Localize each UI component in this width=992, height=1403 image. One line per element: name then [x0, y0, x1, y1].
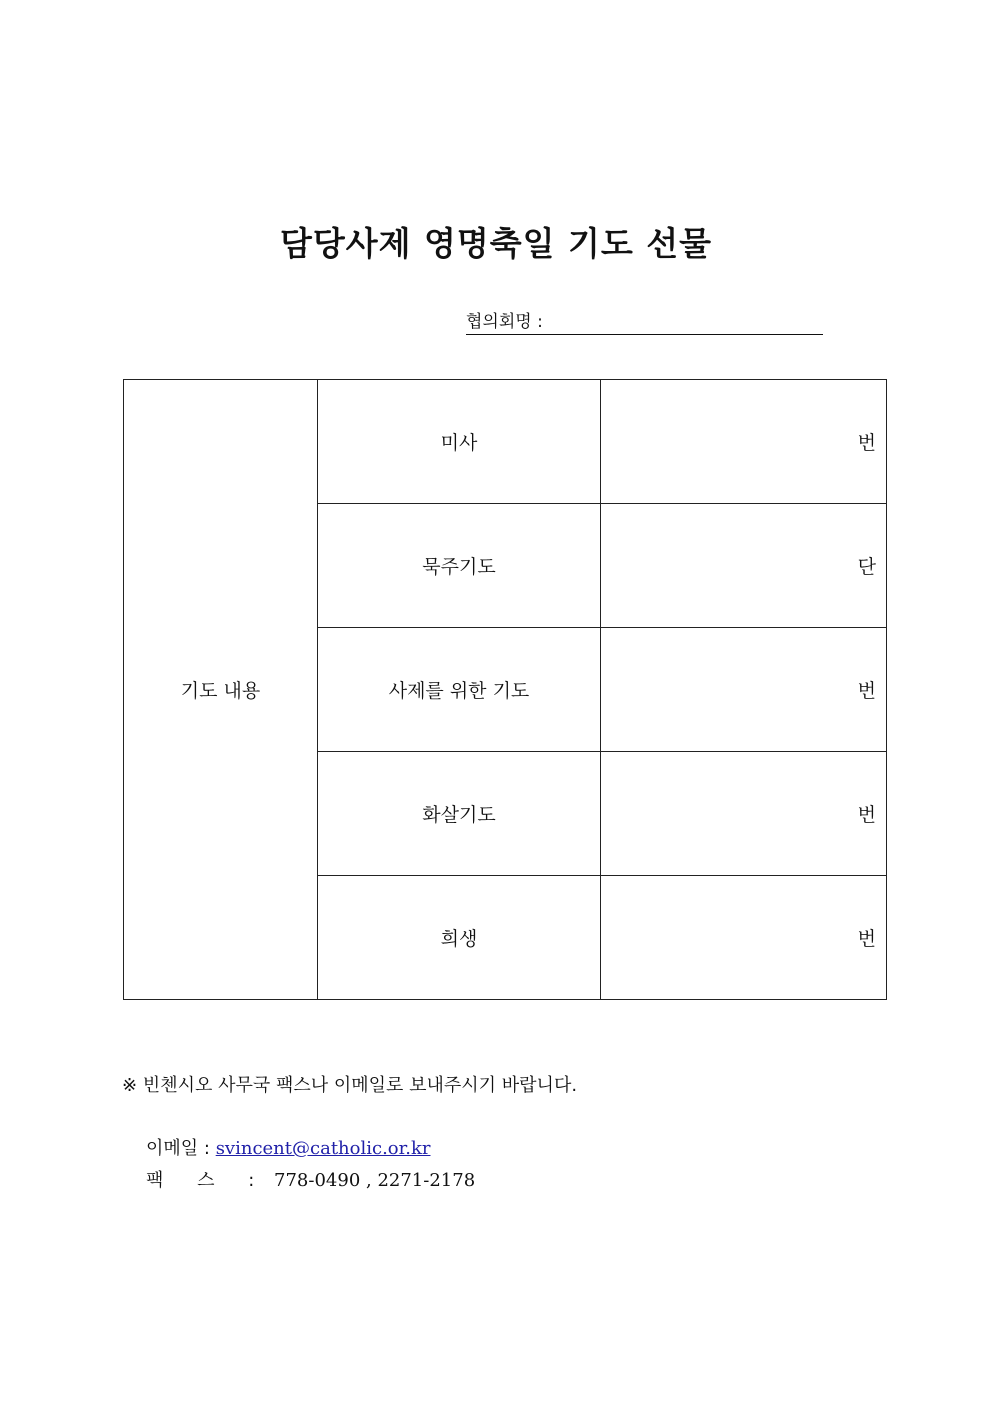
- count-field-ejaculatory[interactable]: [601, 752, 887, 876]
- prayer-item-rosary: 묵주기도: [318, 504, 601, 628]
- count-field-sacrifice[interactable]: [601, 876, 887, 1000]
- fax-line: [146, 1166, 475, 1192]
- prayer-item-sacrifice: 희생: [318, 876, 601, 1000]
- prayer-item-ejaculatory: 화살기도: [318, 752, 601, 876]
- fax-label: 팩 스 :: [146, 1170, 269, 1191]
- prayer-item-priest: 사제를 위한 기도: [318, 628, 601, 752]
- prayer-item-mass: 미사: [318, 380, 601, 504]
- count-field-rosary[interactable]: [601, 504, 887, 628]
- unit-label: 번: [857, 804, 876, 826]
- unit-label: 번: [857, 680, 876, 702]
- email-link[interactable]: svincent@catholic.or.kr: [215, 1138, 431, 1159]
- unit-label: 번: [857, 432, 876, 454]
- count-field-priest[interactable]: [601, 628, 887, 752]
- count-field-mass[interactable]: [601, 380, 887, 504]
- email-label: 이메일 :: [146, 1138, 210, 1159]
- unit-label: 번: [857, 928, 876, 950]
- document-title: 담당사제 영명축일 기도 선물: [279, 224, 712, 263]
- prayer-table: [123, 379, 887, 1000]
- table-row: [124, 380, 887, 504]
- email-line: [146, 1134, 431, 1160]
- council-name-label: 협의회명 :: [466, 312, 543, 332]
- category-cell: 기도 내용: [124, 380, 318, 1000]
- unit-label: 단: [857, 556, 876, 578]
- fax-numbers: 778-0490 , 2271-2178: [274, 1170, 476, 1191]
- council-name-field[interactable]: [466, 310, 823, 335]
- submission-note: ※ 빈첸시오 사무국 팩스나 이메일로 보내주시기 바랍니다.: [122, 1075, 578, 1096]
